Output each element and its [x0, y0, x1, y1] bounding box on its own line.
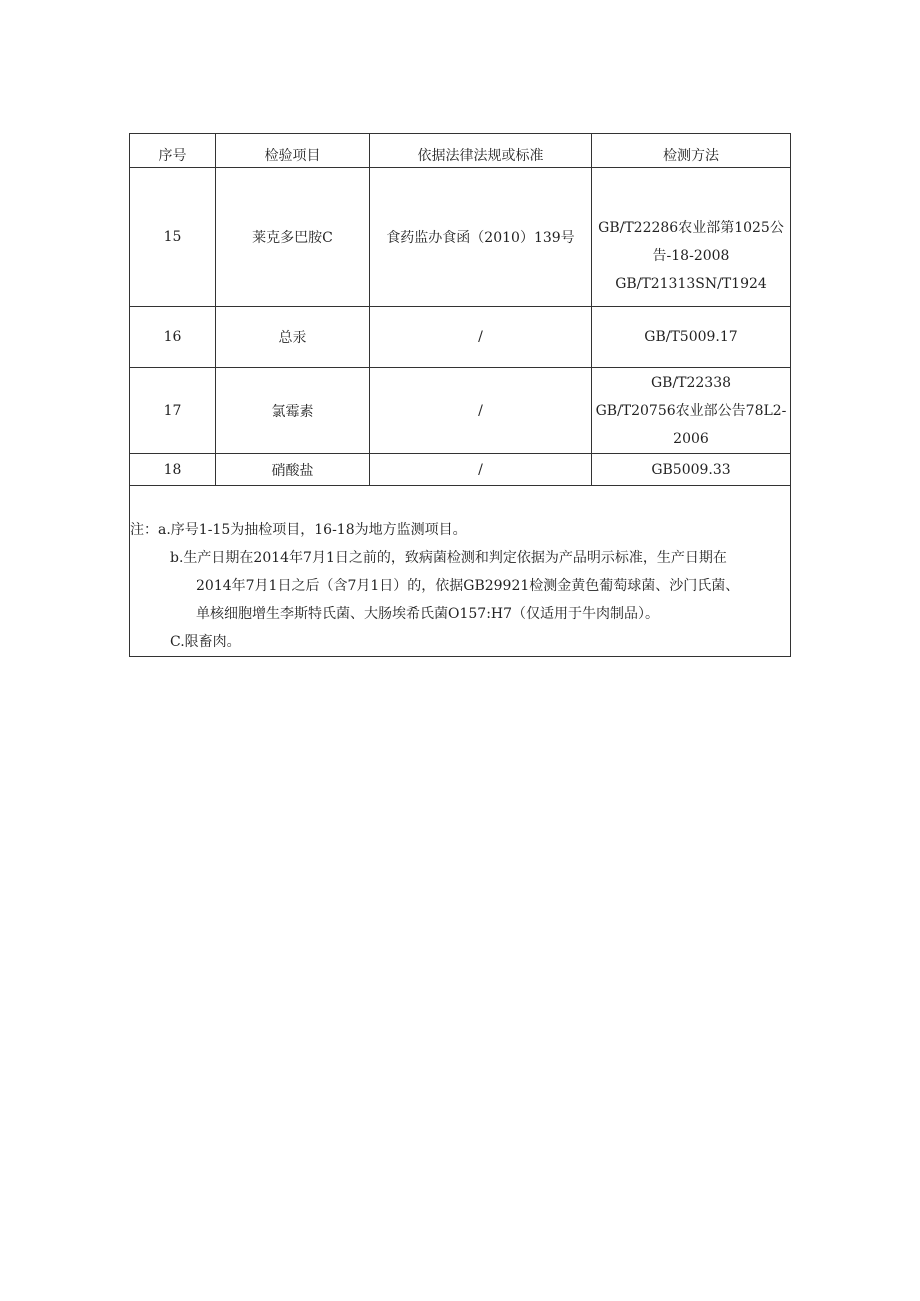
- row-basis: /: [370, 454, 592, 486]
- table-row: [130, 454, 791, 486]
- row-no: 18: [130, 454, 216, 486]
- row-basis: /: [370, 307, 592, 368]
- row-no: 15: [130, 168, 216, 307]
- note-a: 注：a.序号1-15为抽检项目，16-18为地方监测项目。: [130, 522, 467, 538]
- row-basis: /: [370, 368, 592, 454]
- row-item: 莱克多巴胺C: [216, 168, 370, 307]
- method-line: GB/T22338: [650, 374, 732, 391]
- row-method: [592, 307, 791, 368]
- note-c: C.限畜肉。: [170, 634, 241, 650]
- method-line: GB5009.33: [651, 461, 731, 478]
- table-row: [130, 307, 791, 368]
- header-item: 检验项目: [216, 134, 370, 168]
- row-item: 总汞: [216, 307, 370, 368]
- row-item: 硝酸盐: [216, 454, 370, 486]
- row-method: [592, 454, 791, 486]
- table-row: [130, 168, 791, 307]
- row-basis: 食药监办食函（2010）139号: [370, 168, 592, 307]
- note-b-line2: 2014年7月1日之后（含7月1日）的，依据GB29921检测金黄色葡萄球菌、沙门氏菌、: [196, 578, 740, 594]
- row-method: [592, 168, 791, 307]
- method-line: 告-18-2008: [652, 248, 730, 264]
- row-method: [592, 368, 791, 454]
- header-basis: 依据法律法规或标准: [370, 134, 592, 168]
- notes-row: [130, 486, 791, 657]
- row-no: 16: [130, 307, 216, 368]
- notes-cell: [130, 486, 791, 657]
- inspection-table: [129, 133, 791, 657]
- method-line: GB/T22286农业部第1025公: [598, 220, 784, 236]
- table-header-row: [130, 134, 791, 168]
- method-line: 2006: [673, 430, 709, 447]
- header-no: 序号: [130, 134, 216, 168]
- table-row: [130, 368, 791, 454]
- row-item: 氯霉素: [216, 368, 370, 454]
- method-line: GB/T5009.17: [644, 329, 738, 345]
- note-b-line1: b.生产日期在2014年7月1日之前的，致病菌检测和判定依据为产品明示标准，生产日期在: [170, 550, 727, 566]
- note-b-line3: 单核细胞增生李斯特氏菌、大肠埃希氏菌O157:H7（仅适用于牛肉制品）。: [196, 606, 660, 622]
- row-no: 17: [130, 368, 216, 454]
- method-line: GB/T20756农业部公告78L2-: [595, 402, 787, 419]
- method-line: GB/T21313SN/T1924: [615, 276, 767, 292]
- header-method: 检测方法: [592, 134, 791, 168]
